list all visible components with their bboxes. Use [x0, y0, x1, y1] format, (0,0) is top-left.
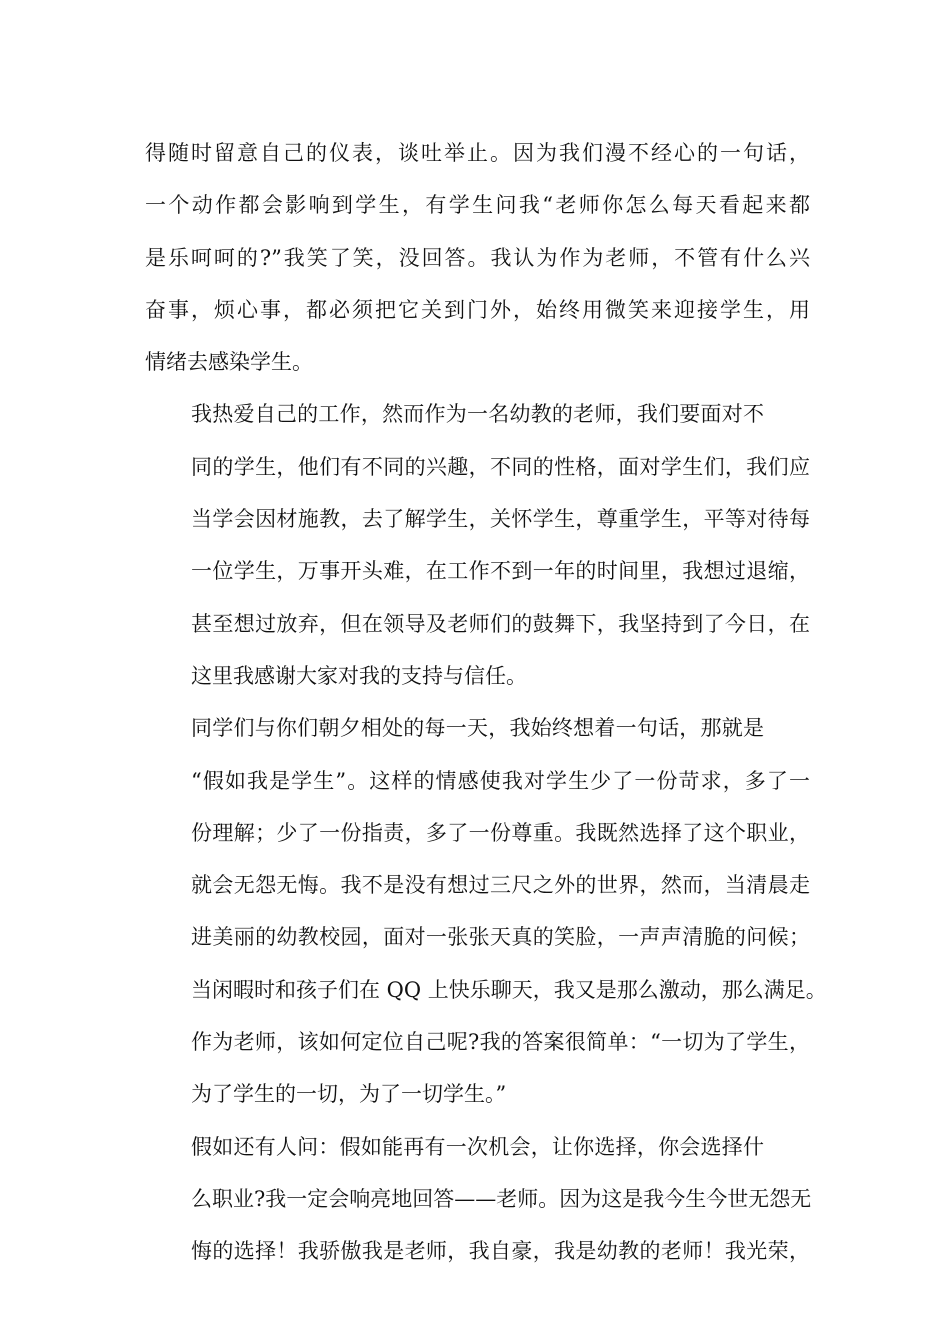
- paragraph-3: [145, 702, 827, 1120]
- document-page: [145, 127, 827, 1278]
- text-line: 得随时留意自己的仪表，谈吐举止。因为我们漫不经心的一句话，: [145, 141, 810, 165]
- text-line: 假如还有人问：假如能再有一次机会，让你选择，你会选择什: [191, 1134, 764, 1159]
- text-line: 当闲暇时和孩子们在 QQ 上快乐聊天，我又是那么激动，那么满足。: [191, 977, 827, 1002]
- text-line: 一位学生，万事开头难，在工作不到一年的时间里，我想过退缩，: [191, 559, 810, 584]
- text-line: 么职业?我一定会响亮地回答——老师。因为这是我今生今世无怨无: [191, 1186, 812, 1211]
- text-line: 这里我感谢大家对我的支持与信任。: [191, 663, 527, 688]
- text-line: 同的学生，他们有不同的兴趣，不同的性格，面对学生们，我们应: [191, 454, 810, 479]
- text-line: 甚至想过放弃，但在领导及老师们的鼓舞下，我坚持到了今日，在: [191, 611, 810, 636]
- text-line: 当学会因材施教，去了解学生，关怀学生，尊重学生，平等对待每: [191, 507, 810, 532]
- text-line: 就会无怨无悔。我不是没有想过三尺之外的世界，然而，当清晨走: [191, 873, 810, 898]
- text-line: 是乐呵呵的?”我笑了笑，没回答。我认为作为老师，不管有什么兴: [145, 245, 810, 270]
- text-line: “假如我是学生”。这样的情感使我对学生少了一份苛求，多了一: [191, 768, 810, 793]
- paragraph-1: [145, 127, 810, 388]
- text-line: 奋事，烦心事，都必须把它关到门外，始终用微笑来迎接学生，用: [145, 297, 810, 322]
- text-line: 同学们与你们朝夕相处的每一天，我始终想着一句话，那就是: [191, 716, 764, 741]
- text-line: 为了学生的一切，为了一切学生。”: [191, 1082, 507, 1107]
- text-line: 进美丽的幼教校园，面对一张张天真的笑脸，一声声清脆的问候；: [191, 925, 810, 950]
- text-line: 悔的选择！我骄傲我是老师，我自豪，我是幼教的老师！我光荣，: [191, 1239, 810, 1264]
- paragraph-4: [145, 1121, 810, 1278]
- text-line: 我热爱自己的工作，然而作为一名幼教的老师，我们要面对不: [191, 402, 764, 427]
- text-line: 一个动作都会影响到学生，有学生问我“老师你怎么每天看起来都: [145, 193, 810, 218]
- text-line: 作为老师，该如何定位自己呢?我的答案很简单：“一切为了学生，: [191, 1030, 810, 1055]
- text-line: 情绪去感染学生。: [145, 350, 313, 375]
- paragraph-2: [145, 388, 810, 702]
- text-line: 份理解；少了一份指责，多了一份尊重。我既然选择了这个职业，: [191, 820, 810, 845]
